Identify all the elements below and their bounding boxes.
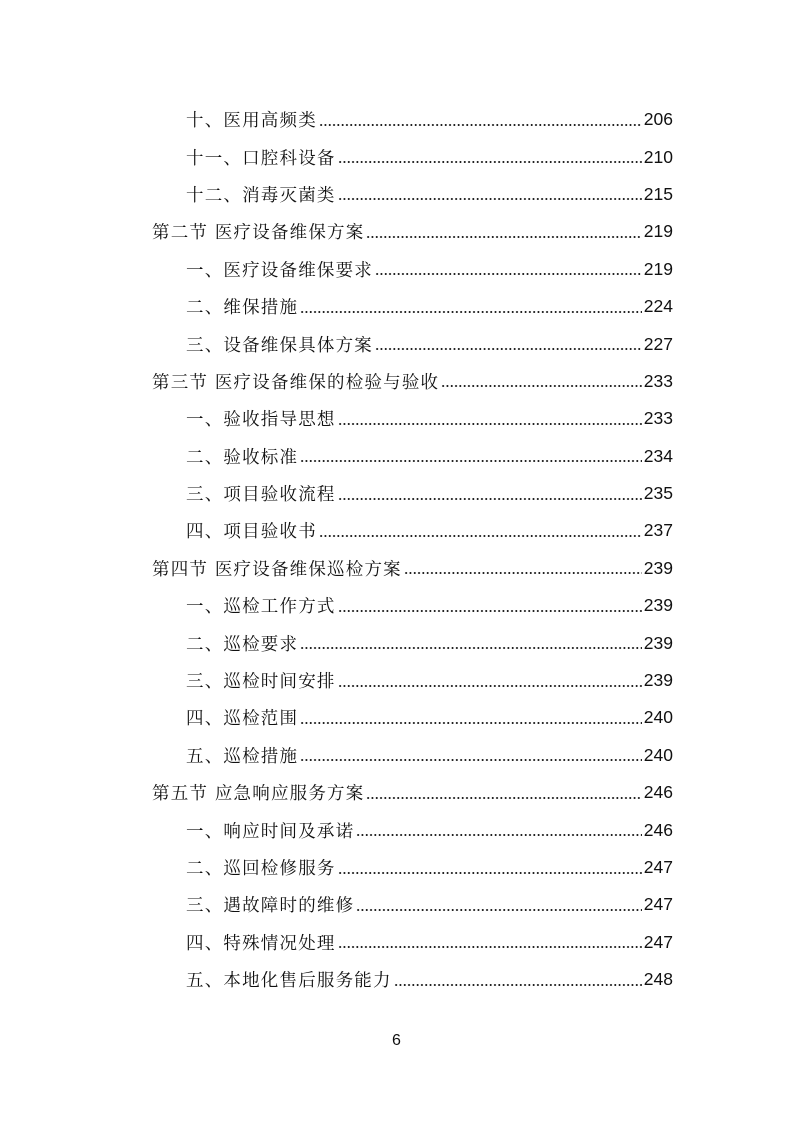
dot-leader: [300, 722, 642, 724]
toc-subsection-entry[interactable]: [0, 325, 793, 362]
toc-entry-title: 第三节 医疗设备维保的检验与验收: [152, 372, 440, 393]
toc-entry-title: 一、巡检工作方式: [186, 597, 336, 618]
dot-leader: [366, 797, 641, 799]
dot-leader: [356, 834, 641, 836]
toc-entry-page: 247: [643, 857, 673, 877]
toc-entry-page: 206: [643, 109, 673, 130]
toc-entry-page: 210: [643, 146, 673, 167]
toc-subsection-entry[interactable]: [0, 400, 793, 437]
toc-subsection-entry[interactable]: [0, 737, 793, 774]
toc-entry-page: 247: [643, 894, 673, 915]
toc-entry-title: 二、维保措施: [186, 298, 299, 319]
toc-entry-title: 四、特殊情况处理: [186, 933, 336, 954]
toc-entry-title: 三、项目验收流程: [186, 485, 336, 506]
dot-leader: [319, 535, 642, 537]
toc-entry-page: 239: [643, 557, 673, 578]
toc-subsection-entry[interactable]: [0, 251, 793, 288]
toc-entry-page: 233: [643, 408, 673, 429]
dot-leader: [338, 423, 642, 425]
toc-entry-page: 239: [643, 595, 673, 616]
toc-entry-page: 247: [643, 931, 673, 952]
dot-leader: [441, 385, 642, 387]
toc-entry-page: 233: [643, 370, 673, 391]
toc-section-entry[interactable]: [0, 363, 793, 400]
toc-entry-page: 240: [643, 707, 673, 728]
toc-entry-title: 一、响应时间及承诺: [186, 821, 355, 842]
dot-leader: [338, 946, 642, 948]
dot-leader: [300, 311, 642, 313]
toc-entry-title: 一、验收指导思想: [186, 410, 336, 431]
toc-entry-title: 第二节 医疗设备维保方案: [152, 223, 365, 244]
dot-leader: [394, 984, 642, 986]
dot-leader: [404, 572, 642, 574]
toc-entry-page: 237: [643, 520, 673, 541]
dot-leader: [300, 647, 642, 649]
dot-leader: [338, 198, 642, 200]
dot-leader: [375, 273, 642, 275]
toc-entry-title: 三、巡检时间安排: [186, 672, 336, 693]
toc-subsection-entry[interactable]: [0, 924, 793, 961]
toc-entry-page: 240: [643, 744, 673, 765]
toc-entry-title: 五、本地化售后服务能力: [186, 971, 392, 992]
toc-entry-page: 227: [643, 333, 673, 354]
toc-entry-page: 239: [643, 632, 673, 653]
toc-entry-page: 219: [643, 221, 673, 242]
toc-entry-title: 三、遇故障时的维修: [186, 896, 355, 917]
toc-entry-title: 四、项目验收书: [186, 522, 317, 543]
toc-subsection-entry[interactable]: [0, 587, 793, 624]
table-of-contents: [0, 101, 793, 998]
dot-leader: [338, 872, 642, 874]
toc-entry-title: 四、巡检范围: [186, 709, 299, 730]
toc-subsection-entry[interactable]: [0, 699, 793, 736]
toc-subsection-entry[interactable]: [0, 138, 793, 175]
toc-subsection-entry[interactable]: [0, 101, 793, 138]
toc-entry-title: 二、验收标准: [186, 447, 299, 468]
toc-subsection-entry[interactable]: [0, 176, 793, 213]
toc-subsection-entry[interactable]: [0, 475, 793, 512]
toc-entry-title: 二、巡检要求: [186, 634, 299, 655]
toc-entry-title: 十一、口腔科设备: [186, 148, 336, 169]
toc-entry-page: 215: [643, 183, 673, 204]
toc-entry-page: 224: [643, 296, 673, 317]
dot-leader: [366, 236, 641, 238]
toc-entry-page: 219: [643, 258, 673, 279]
dot-leader: [300, 460, 642, 462]
dot-leader: [338, 685, 642, 687]
toc-entry-title: 第五节 应急响应服务方案: [152, 784, 365, 805]
toc-entry-page: 239: [643, 670, 673, 691]
toc-subsection-entry[interactable]: [0, 961, 793, 998]
toc-subsection-entry[interactable]: [0, 512, 793, 549]
toc-subsection-entry[interactable]: [0, 624, 793, 661]
page-number: 6: [392, 1032, 401, 1049]
toc-section-entry[interactable]: [0, 550, 793, 587]
toc-entry-title: 十、医用高频类: [186, 111, 317, 132]
dot-leader: [300, 759, 642, 761]
dot-leader: [338, 610, 642, 612]
toc-entry-page: 248: [643, 969, 673, 990]
toc-subsection-entry[interactable]: [0, 662, 793, 699]
toc-section-entry[interactable]: [0, 774, 793, 811]
toc-subsection-entry[interactable]: [0, 849, 793, 886]
dot-leader: [338, 161, 642, 163]
toc-entry-page: 246: [643, 782, 673, 803]
toc-section-entry[interactable]: [0, 213, 793, 250]
toc-subsection-entry[interactable]: [0, 288, 793, 325]
toc-entry-title: 五、巡检措施: [186, 746, 299, 767]
dot-leader: [319, 124, 642, 126]
toc-entry-page: 235: [643, 483, 673, 504]
toc-subsection-entry[interactable]: [0, 811, 793, 848]
toc-subsection-entry[interactable]: [0, 886, 793, 923]
dot-leader: [338, 498, 642, 500]
toc-entry-page: 234: [643, 445, 673, 466]
dot-leader: [375, 348, 642, 350]
toc-entry-page: 246: [643, 819, 673, 840]
toc-entry-title: 三、设备维保具体方案: [186, 335, 373, 356]
toc-entry-title: 二、巡回检修服务: [186, 859, 336, 879]
toc-subsection-entry[interactable]: [0, 438, 793, 475]
toc-entry-title: 一、医疗设备维保要求: [186, 260, 373, 281]
toc-entry-title: 第四节 医疗设备维保巡检方案: [152, 559, 402, 580]
dot-leader: [356, 909, 641, 911]
toc-entry-title: 十二、消毒灭菌类: [186, 185, 336, 206]
